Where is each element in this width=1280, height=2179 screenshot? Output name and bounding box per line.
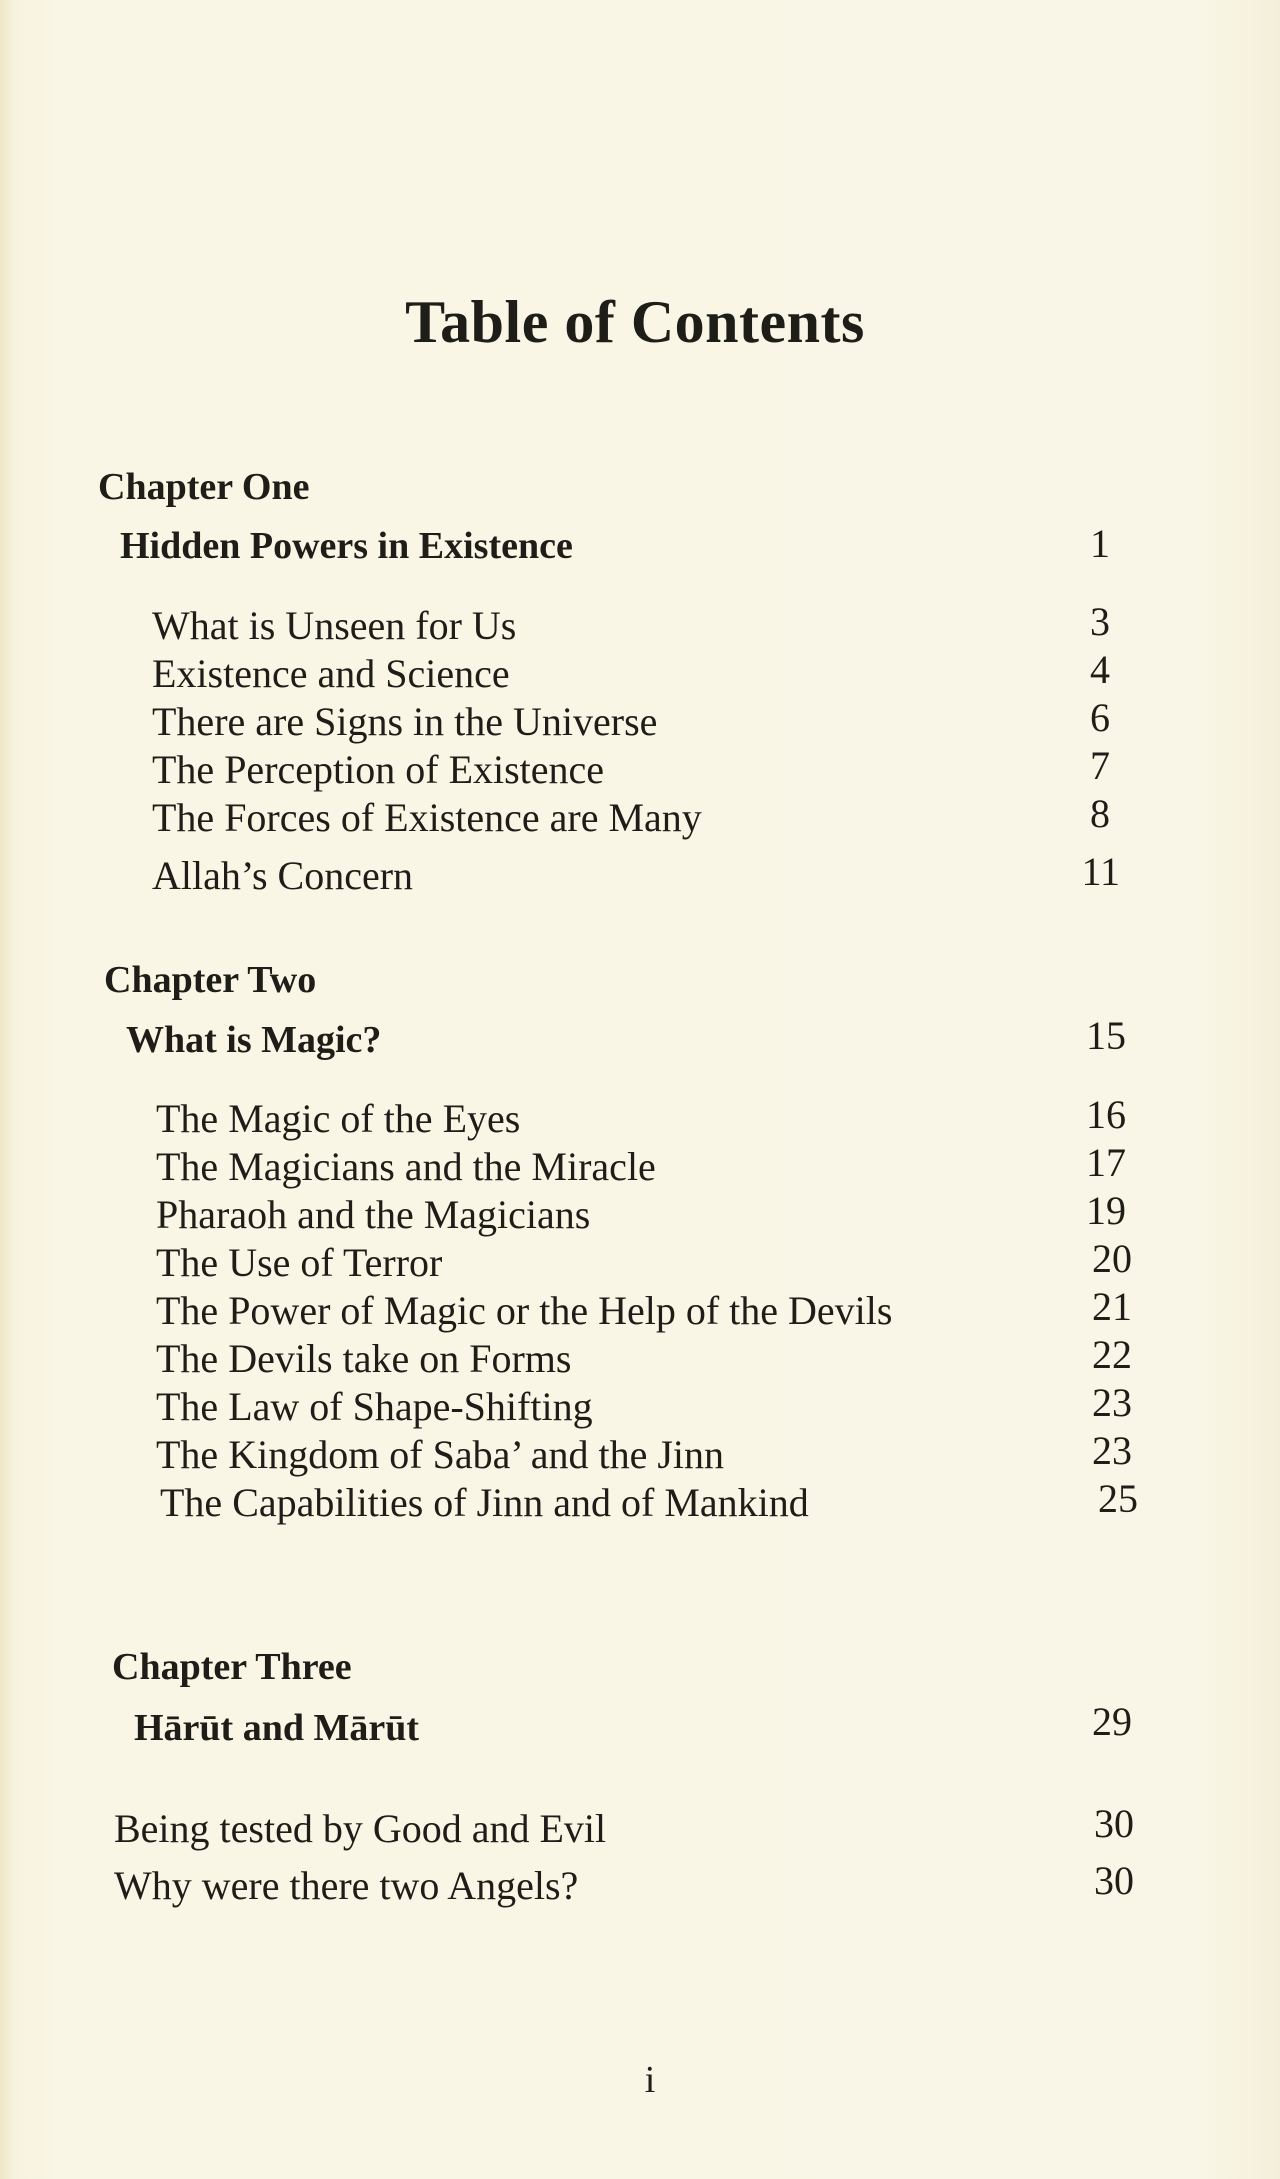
chapter-one-page: 1 — [1090, 521, 1110, 566]
chapter-three-page: 29 — [1092, 1699, 1132, 1744]
toc-entry: The Use of Terror — [156, 1240, 443, 1285]
toc-entry: The Perception of Existence — [152, 747, 605, 792]
toc-entry-page: 23 — [1092, 1380, 1132, 1425]
toc-entry-page: 22 — [1092, 1332, 1132, 1377]
chapter-one-title: Hidden Powers in Existence — [120, 525, 573, 567]
toc-entry-page: 16 — [1086, 1092, 1126, 1137]
toc-entry-page: 7 — [1090, 743, 1110, 788]
toc-entry-page: 21 — [1092, 1284, 1132, 1329]
toc-entry-page: 20 — [1092, 1236, 1132, 1281]
toc-entry-page: 6 — [1090, 695, 1110, 740]
toc-entry: The Forces of Existence are Many — [152, 795, 702, 840]
toc-entry-page: 23 — [1092, 1428, 1132, 1473]
toc-entry: The Capabilities of Jinn and of Mankind — [160, 1480, 809, 1525]
toc-entry: The Law of Shape-Shifting — [156, 1384, 593, 1429]
toc-entry-page: 19 — [1086, 1188, 1126, 1233]
toc-entry-page: 11 — [1081, 849, 1120, 894]
toc-entry-page: 17 — [1086, 1140, 1126, 1185]
toc-entry-page: 4 — [1090, 647, 1110, 692]
toc-entry: What is Unseen for Us — [152, 603, 517, 648]
chapter-one-label: Chapter One — [98, 466, 310, 508]
chapter-two-page: 15 — [1086, 1013, 1126, 1058]
toc-entry: Why were there two Angels? — [114, 1863, 579, 1908]
toc-entry: Pharaoh and the Magicians — [156, 1192, 591, 1237]
toc-entry-page: 30 — [1094, 1801, 1134, 1846]
toc-entry: The Magic of the Eyes — [156, 1096, 521, 1141]
chapter-two-label: Chapter Two — [104, 959, 317, 1001]
page-title: Table of Contents — [405, 289, 865, 355]
page-number: i — [644, 2059, 656, 2101]
chapter-two-title: What is Magic? — [126, 1019, 382, 1061]
toc-entry-page: 3 — [1090, 599, 1110, 644]
toc-entry-page: 25 — [1098, 1476, 1138, 1521]
toc-entry: The Devils take on Forms — [156, 1336, 572, 1381]
toc-entry: The Power of Magic or the Help of the Devils — [156, 1288, 893, 1333]
chapter-three-label: Chapter Three — [112, 1646, 352, 1688]
toc-entry: The Magicians and the Miracle — [156, 1144, 656, 1189]
toc-entry: Existence and Science — [152, 651, 510, 696]
toc-entry-page: 8 — [1090, 791, 1110, 836]
toc-entry: Being tested by Good and Evil — [114, 1806, 607, 1851]
toc-entry: There are Signs in the Universe — [152, 699, 658, 744]
toc-entry: The Kingdom of Saba’ and the Jinn — [156, 1432, 725, 1477]
chapter-three-title: Hārūt and Mārūt — [134, 1707, 419, 1749]
toc-entry-page: 30 — [1094, 1858, 1134, 1903]
toc-entry: Allah’s Concern — [152, 853, 414, 898]
